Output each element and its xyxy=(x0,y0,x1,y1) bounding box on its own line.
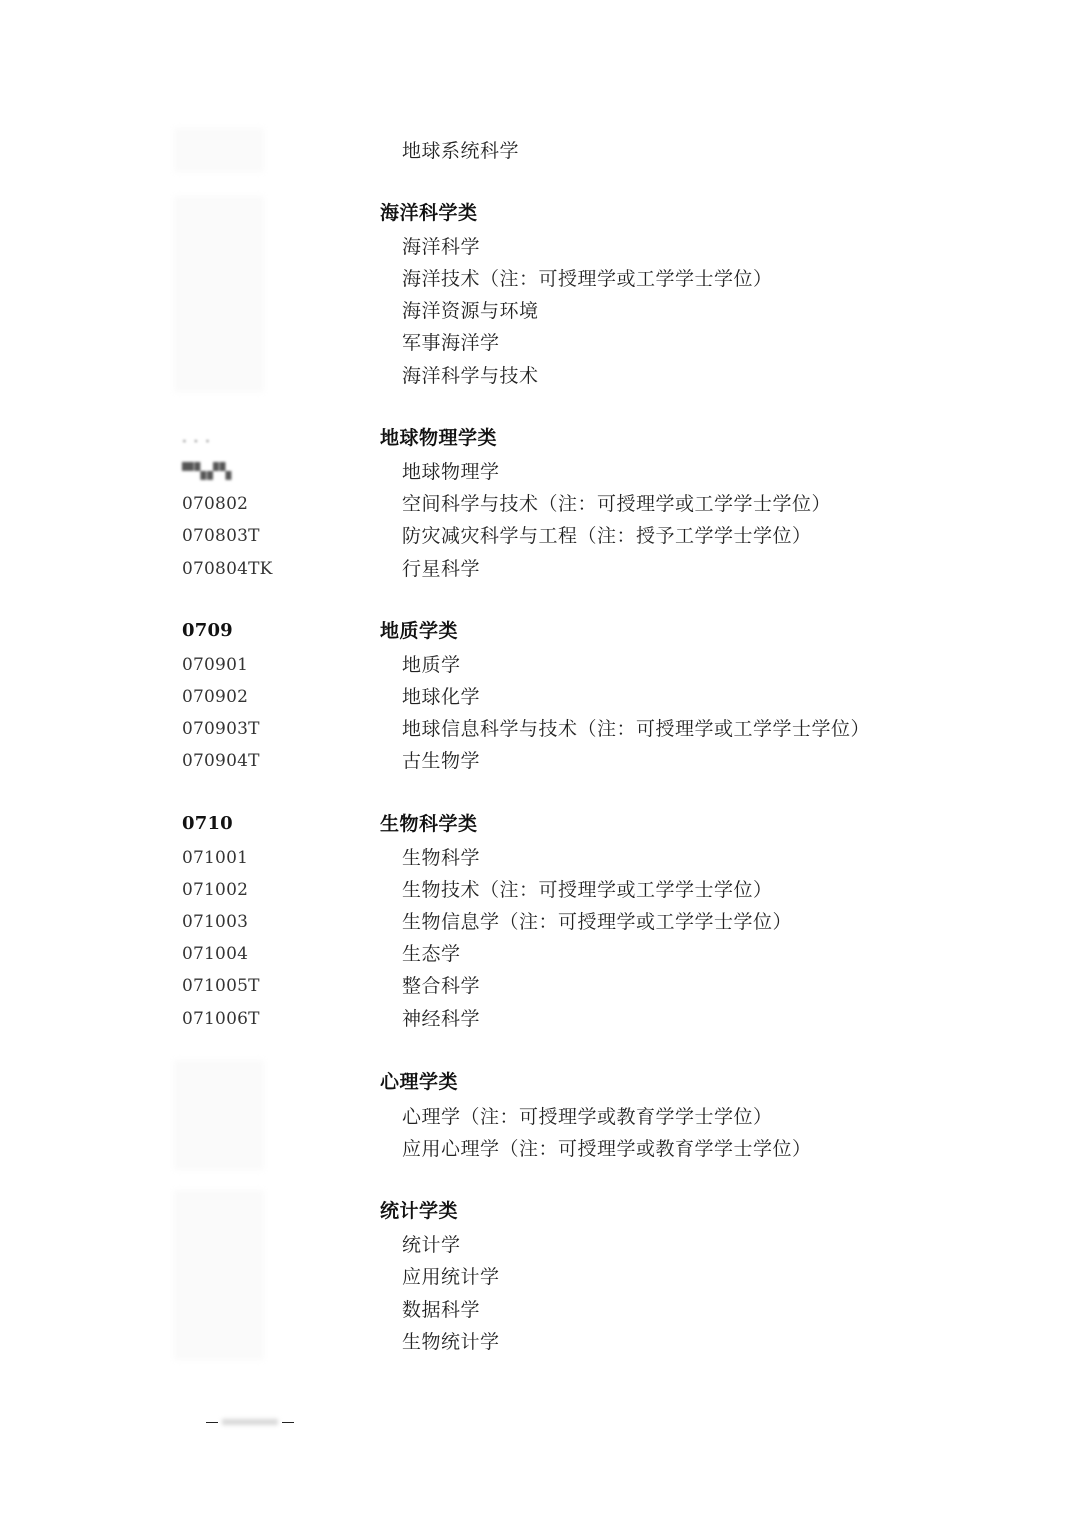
major-row xyxy=(0,650,1080,680)
major-code: 070803T xyxy=(182,526,260,546)
major-name: 心理学（注：可授理学或教育学学士学位） xyxy=(402,1106,773,1128)
major-row xyxy=(0,907,1080,937)
category-title: 地质学类 xyxy=(380,620,459,642)
major-name: 地球系统科学 xyxy=(402,140,520,162)
major-row xyxy=(0,136,1080,166)
major-code: 070901 xyxy=(182,655,249,675)
major-row xyxy=(0,554,1080,584)
category-code: 0710 xyxy=(182,813,233,834)
major-row xyxy=(0,521,1080,551)
major-code: 071003 xyxy=(182,912,249,932)
major-name: 生物统计学 xyxy=(402,1331,500,1353)
major-name: 统计学 xyxy=(402,1234,461,1256)
major-row xyxy=(0,328,1080,358)
category-heading xyxy=(0,423,1080,453)
major-row xyxy=(0,264,1080,294)
major-name: 生物科学 xyxy=(402,847,481,869)
major-name: 地球化学 xyxy=(402,686,481,708)
major-row xyxy=(0,361,1080,391)
page-number xyxy=(206,1410,294,1434)
major-name: 古生物学 xyxy=(402,750,481,772)
category-heading xyxy=(0,198,1080,228)
category-title: 生物科学类 xyxy=(380,813,478,835)
major-row xyxy=(0,489,1080,519)
smudged-code: · · · xyxy=(182,432,211,450)
major-name: 海洋科学 xyxy=(402,236,481,258)
major-code: 071001 xyxy=(182,848,249,868)
major-name: 海洋技术（注：可授理学或工学学士学位） xyxy=(402,268,773,290)
major-row xyxy=(0,1134,1080,1164)
major-name: 生物信息学（注：可授理学或工学学士学位） xyxy=(402,911,793,933)
major-name: 地球信息科学与技术（注：可授理学或工学学士学位） xyxy=(402,718,871,740)
major-name: 生态学 xyxy=(402,943,461,965)
category-heading xyxy=(0,1196,1080,1226)
major-name: 海洋资源与环境 xyxy=(402,300,539,322)
category-code: 0709 xyxy=(182,620,233,641)
major-row xyxy=(0,296,1080,326)
major-row xyxy=(0,875,1080,905)
category-title: 统计学类 xyxy=(380,1200,459,1222)
major-row xyxy=(0,714,1080,744)
major-name: 行星科学 xyxy=(402,558,481,580)
major-name: 防灾减灾科学与工程（注：授予工学学士学位） xyxy=(402,525,812,547)
category-heading xyxy=(0,809,1080,839)
major-code: 071006T xyxy=(182,1009,260,1029)
major-code: 070904T xyxy=(182,751,260,771)
major-name: 军事海洋学 xyxy=(402,332,500,354)
major-name: 海洋科学与技术 xyxy=(402,365,539,387)
major-code: 070804TK xyxy=(182,559,273,579)
major-row xyxy=(0,1262,1080,1292)
major-name: 数据科学 xyxy=(402,1299,481,1321)
major-name: 神经科学 xyxy=(402,1008,481,1030)
category-title: 心理学类 xyxy=(380,1071,459,1093)
major-code: 071004 xyxy=(182,944,249,964)
major-name: 应用统计学 xyxy=(402,1266,500,1288)
major-row xyxy=(0,1230,1080,1260)
major-row xyxy=(0,746,1080,776)
major-row xyxy=(0,843,1080,873)
major-row xyxy=(0,939,1080,969)
major-code: 070802 xyxy=(182,494,249,514)
major-code: 070902 xyxy=(182,687,249,707)
major-row xyxy=(0,1327,1080,1357)
major-row xyxy=(0,682,1080,712)
major-row xyxy=(0,457,1080,487)
smudged-code: ▀▚▞▚ xyxy=(182,462,233,480)
major-row xyxy=(0,1295,1080,1325)
category-heading xyxy=(0,616,1080,646)
major-row xyxy=(0,232,1080,262)
major-code: 071005T xyxy=(182,976,260,996)
category-title: 海洋科学类 xyxy=(380,202,478,224)
major-name: 生物技术（注：可授理学或工学学士学位） xyxy=(402,879,773,901)
major-code: 071002 xyxy=(182,880,249,900)
page-number-obscured xyxy=(222,1419,278,1425)
category-heading xyxy=(0,1067,1080,1097)
major-row xyxy=(0,1102,1080,1132)
major-name: 空间科学与技术（注：可授理学或工学学士学位） xyxy=(402,493,832,515)
category-title: 地球物理学类 xyxy=(380,427,498,449)
page-number-dash-right xyxy=(282,1422,294,1423)
major-row xyxy=(0,971,1080,1001)
major-name: 地质学 xyxy=(402,654,461,676)
page-number-dash-left xyxy=(206,1422,218,1423)
major-row xyxy=(0,1004,1080,1034)
major-code: 070903T xyxy=(182,719,260,739)
major-name: 应用心理学（注：可授理学或教育学学士学位） xyxy=(402,1138,812,1160)
major-name: 地球物理学 xyxy=(402,461,500,483)
major-name: 整合科学 xyxy=(402,975,481,997)
